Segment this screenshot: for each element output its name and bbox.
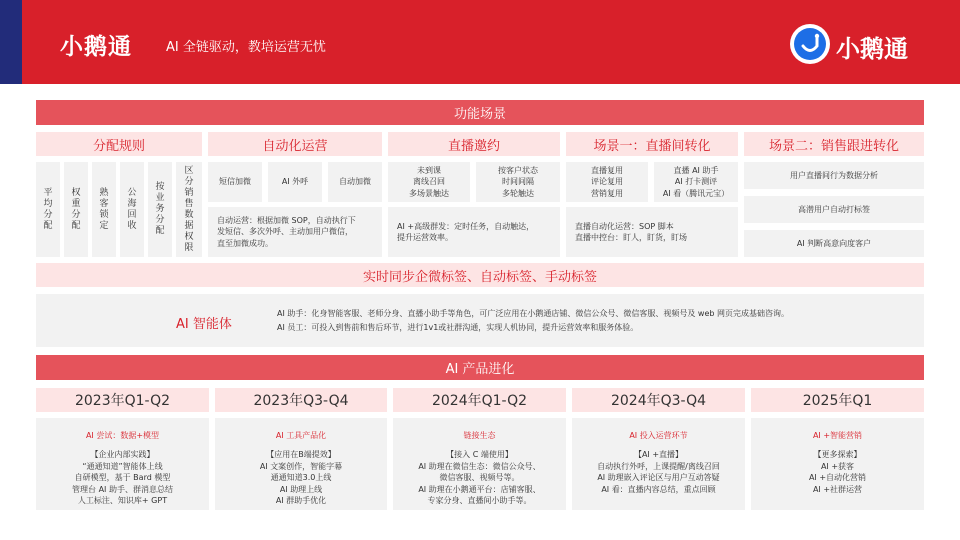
- invite-by-status: 按客户状态 时间间隔 多轮触达: [476, 162, 560, 202]
- period-2023-q1q2: 2023年Q1-Q2: [36, 388, 209, 412]
- period-2023-q3q4: 2023年Q3-Q4: [215, 388, 387, 412]
- sync-tags-banner: 实时同步企微标签、自动标签、手动标签: [36, 263, 924, 287]
- brand-title: 小鹅通: [60, 34, 132, 60]
- period-2024-q1q2: 2024年Q1-Q2: [393, 388, 566, 412]
- sms-add-wechat: 短信加微: [208, 162, 262, 202]
- scene-one-ai-tools: 直播 AI 助手 AI 打卡测评 AI 看（腾讯元宝）: [654, 162, 738, 202]
- rule-average: 平均分配: [36, 162, 60, 257]
- logo: [790, 23, 932, 67]
- ai-agent-description: [277, 307, 789, 335]
- rule-weighted: 权重分配: [64, 162, 88, 257]
- automation-description: 自动运营：根据加微 SOP，自动执行下 发短信、多次外呼、主动加用户微信， 直至加微成功。: [208, 207, 382, 257]
- stage-2024-q1q2: 链接生态 【接入 C 端使用】 AI 助理在微信生态：微信公众号、 微信客服、视频号等。 AI 助理在小鹅通平台：店铺客服、 专家分身、直播间小助手等。: [393, 418, 566, 510]
- header-bar: [0, 0, 960, 84]
- ai-assistant-line: AI 助手：化身智能客服、老师分身、直播小助手等角色，可广泛应用在小鹅通店铺、微信公众号、微信客服、视频号及 web 网页完成基础咨询。: [277, 309, 789, 318]
- scene-two-item-intent: AI 判断高意向度客户: [744, 230, 924, 257]
- scene-one-description: 直播自动化运营：SOP 脚本 直播中控台：盯人，盯货，盯场: [566, 207, 738, 257]
- scene-two-item-tagging: 高潜用户自动打标签: [744, 196, 924, 223]
- scene-two-item-behavior: 用户直播间行为数据分析: [744, 162, 924, 189]
- period-2025-q1: 2025年Q1: [751, 388, 924, 412]
- invite-description: AI +高级群发：定时任务，自动触达， 提升运营效率。: [388, 207, 560, 257]
- rule-by-business: 按业务分配: [148, 162, 172, 257]
- stage-2024-q3q4: AI 投入运营环节 【AI +直播】 自动执行外呼，上课提醒/离线召回 AI 助理嵌入评论区与用户互动答疑 AI 看：直播内容总结，重点回顾: [572, 418, 745, 510]
- feature-scenes-title: 功能场景: [36, 100, 924, 125]
- stage-2023-q1q2: AI 尝试：数据+模型 【企业内部实践】 “通通知道”智能体上线 自研模型，基于 Bard 模型 管理台 AI 助手、群消息总结 人工标注、知识库+ GPT: [36, 418, 209, 510]
- period-2024-q3q4: 2024年Q3-Q4: [572, 388, 745, 412]
- ai-employee-line: AI 员工：可投入到售前和售后环节，进行1v1或社群沟通，实现人机协同，提升运营效率和服务体验。: [277, 323, 639, 332]
- auto-add-wechat: 自动加微: [328, 162, 382, 202]
- goose-logo-icon: [790, 24, 830, 64]
- column-title-scene-two: 场景二：销售跟进转化: [744, 132, 924, 156]
- header-slogan: AI 全链驱动，教培运营无忧: [166, 40, 326, 55]
- scene-one-reuse: 直播复用 评论复用 营销复用: [566, 162, 648, 202]
- column-title-automation: 自动化运营: [208, 132, 382, 156]
- column-title-live-invite: 直播邀约: [388, 132, 560, 156]
- stage-2023-q3q4: AI 工具产品化 【应用在B端提效】 AI 文案创作，智能字幕 通通知道3.0上线 AI 助理上线 AI 群助手优化: [215, 418, 387, 510]
- header-left-accent: [0, 0, 22, 84]
- rule-data-permission: 区分销售数据权限: [176, 162, 202, 257]
- rule-familiar-lock: 熟客锁定: [92, 162, 116, 257]
- ai-outbound-call: AI 外呼: [268, 162, 322, 202]
- column-title-scene-one: 场景一：直播间转化: [566, 132, 738, 156]
- logo-text: 小鹅通: [836, 35, 908, 63]
- invite-absent-recall: 未到课 离线召回 多场景触达: [388, 162, 470, 202]
- column-title-distribution: 分配规则: [36, 132, 202, 156]
- rule-pool-recycle: 公海回收: [120, 162, 144, 257]
- stage-2025-q1: AI +智能营销 【更多探索】 AI +获客 AI +自动化营销 AI +社群运营: [751, 418, 924, 510]
- ai-evolution-title: AI 产品进化: [36, 355, 924, 380]
- ai-agent-title: AI 智能体: [176, 317, 232, 332]
